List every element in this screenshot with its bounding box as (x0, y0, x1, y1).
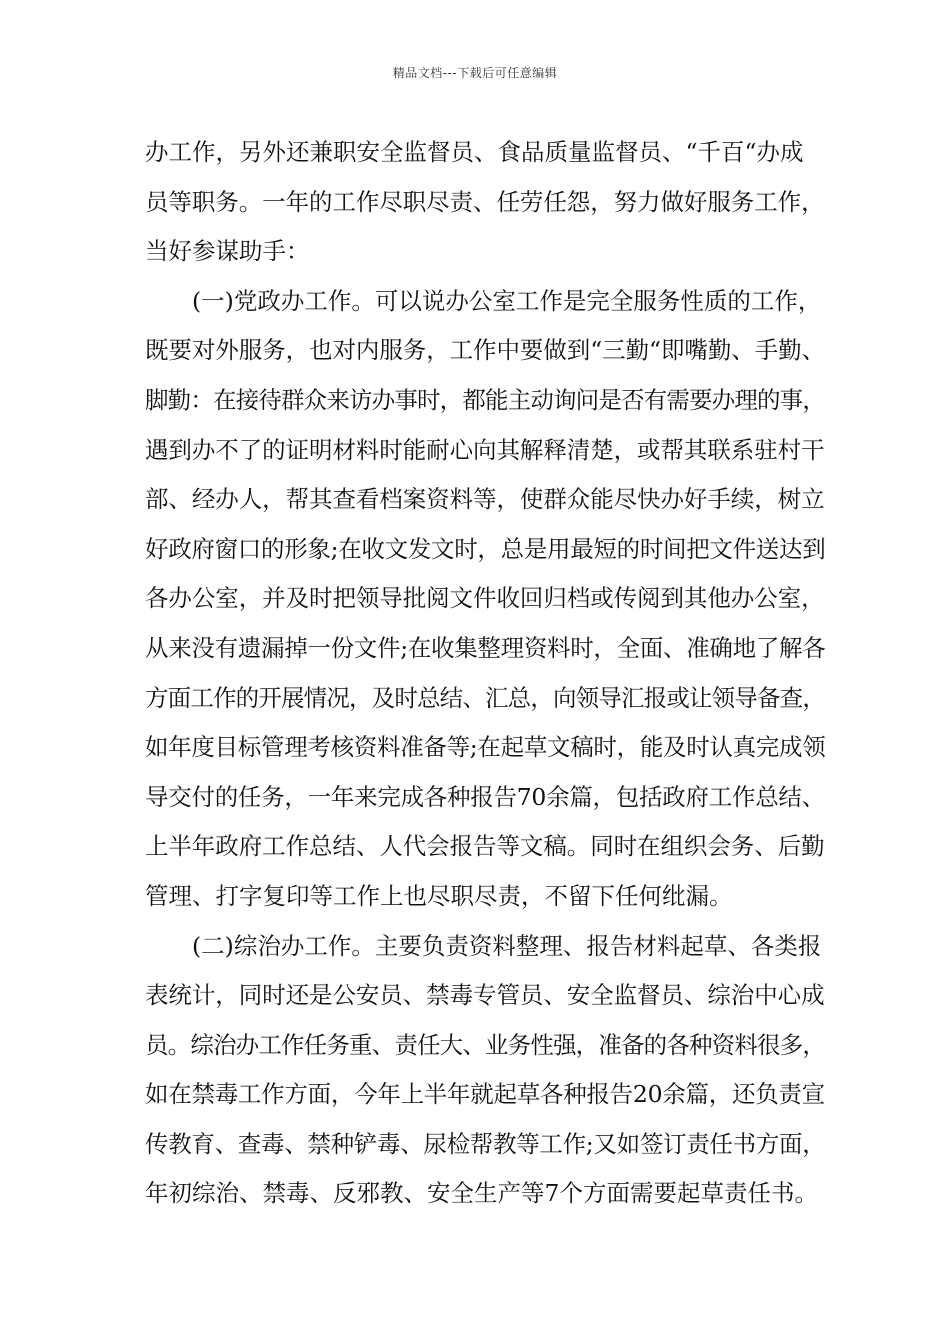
text-line: 各办公室，并及时把领导批阅文件收回归档或传阅到其他办公室， (145, 584, 825, 613)
text-line: 导交付的任务，一年来完成各种报告70余篇，包括政府工作总结、 (145, 782, 825, 811)
text-line: 当好参谋助手： (145, 237, 310, 266)
text-line: 员。综治办工作任务重、责任大、业务性强，准备的各种资料很多， (145, 1030, 826, 1059)
text-line: (二)综治办工作。主要负责资料整理、报告材料起草、各类报 (192, 931, 822, 960)
text-line: 如在禁毒工作方面，今年上半年就起草各种报告20余篇，还负责宣 (145, 1080, 825, 1109)
text-line: 办工作，另外还兼职安全监督员、食品质量监督员、“千百“办成 (145, 138, 804, 166)
text-line: 表统计，同时还是公安员、禁毒专管员、安全监督员、综治中心成 (145, 981, 825, 1010)
text-line: 部、经办人，帮其查看档案资料等，使群众能尽快办好手续，树立 (145, 485, 825, 514)
text-line: 从来没有遗漏掉一份文件;在收集整理资料时，全面、准确地了解各 (145, 633, 826, 662)
text-line: 既要对外服务，也对内服务，工作中要做到“三勤“即嘴勤、手勤、 (145, 336, 826, 365)
text-line: 上半年政府工作总结、人代会报告等文稿。同时在组织会务、后勤 (145, 832, 825, 861)
text-line: (一)党政办工作。可以说办公室工作是完全服务性质的工作， (192, 286, 822, 315)
text-line: 如年度目标管理考核资料准备等;在起草文稿时，能及时认真完成领 (145, 733, 826, 762)
text-line: 遇到办不了的证明材料时能耐心向其解释清楚，或帮其联系驻村干 (145, 435, 825, 464)
text-line: 脚勤：在接待群众来访办事时，都能主动询问是否有需要办理的事， (145, 385, 826, 414)
text-line: 员等职务。一年的工作尽职尽责、任劳任怨，努力做好服务工作， (145, 187, 825, 216)
text-line: 年初综治、禁毒、反邪教、安全生产等7个方面需要起草责任书。 (145, 1179, 818, 1208)
text-line: 方面工作的开展情况，及时总结、汇总，向领导汇报或让领导备查， (145, 683, 826, 712)
text-line: 管理、打字复印等工作上也尽职尽责，不留下任何纰漏。 (145, 881, 733, 910)
body-text (145, 128, 825, 1219)
text-line: 传教育、查毒、禁种铲毒、尿检帮教等工作;又如签订责任书方面， (145, 1129, 826, 1158)
page-header: 精品文档---下载后可任意编辑 (392, 66, 558, 80)
text-line: 好政府窗口的形象;在收文发文时，总是用最短的时间把文件送达到 (145, 534, 826, 563)
